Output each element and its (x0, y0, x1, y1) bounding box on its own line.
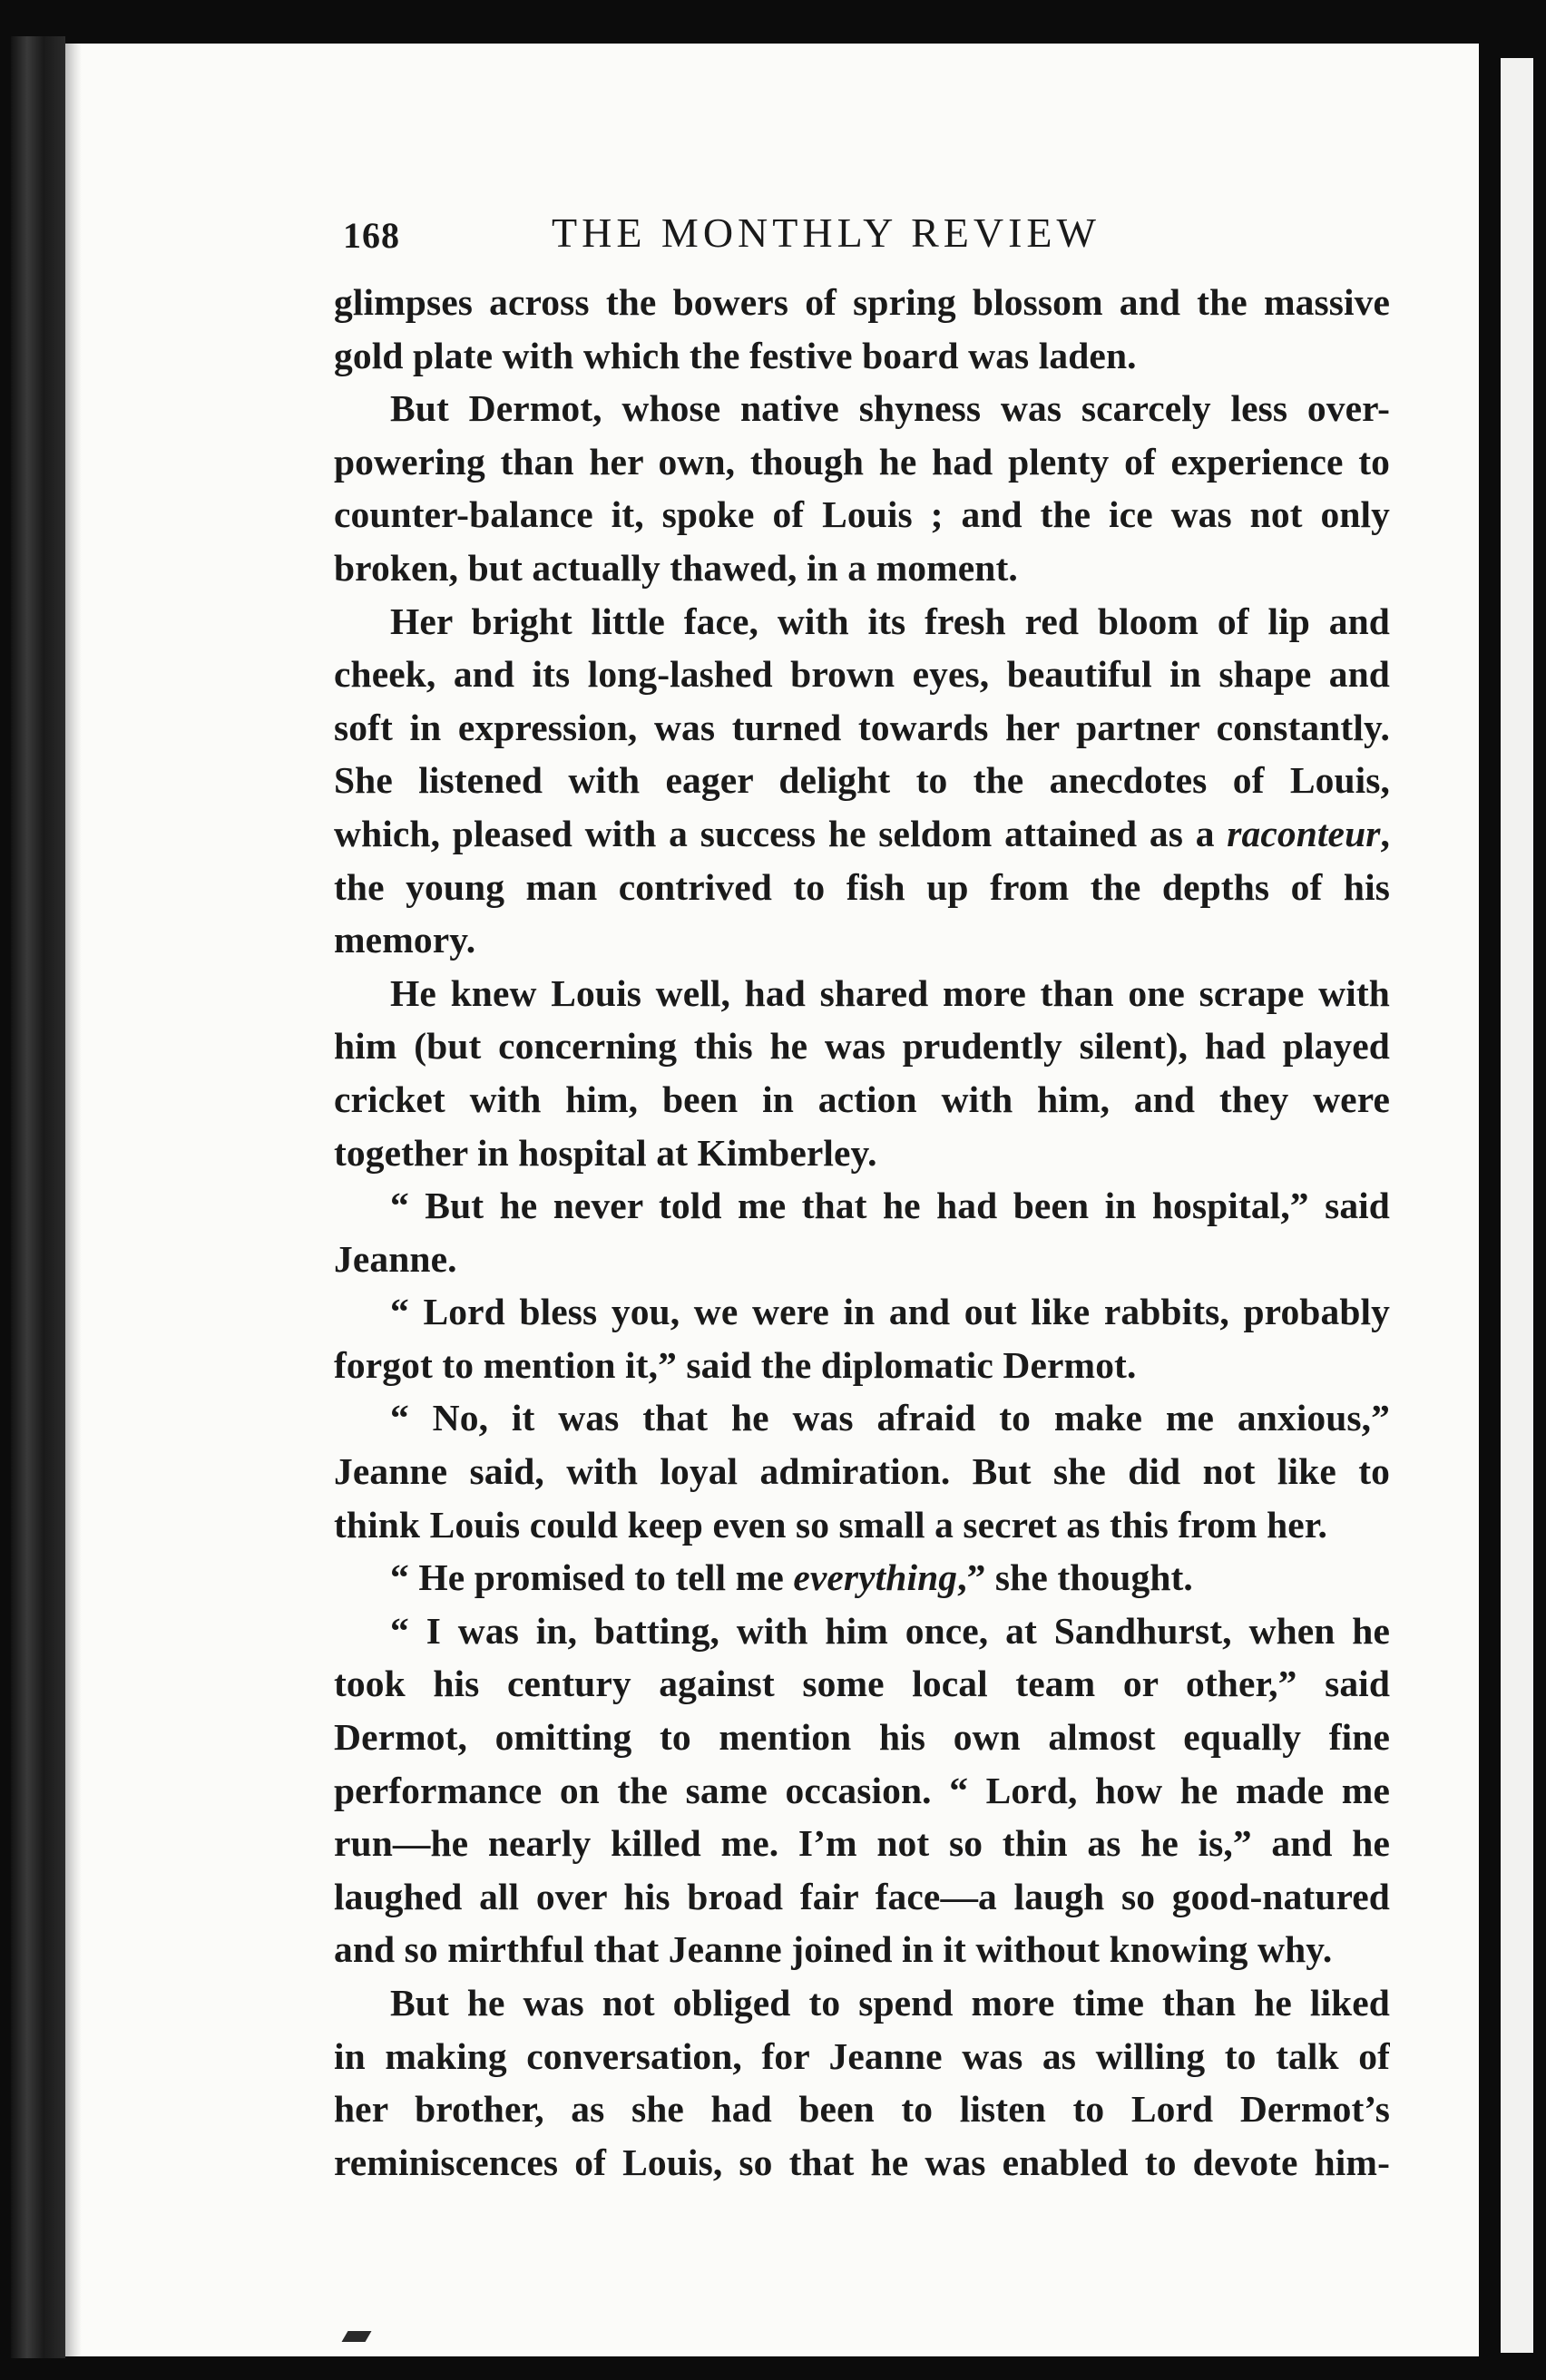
text-line: “ But he never told me that he had been in hospital,” said (390, 1185, 1390, 1227)
italic-word: everything (793, 1556, 958, 1599)
text-line: which, pleased with a success he seldom attained as a raconteur, (334, 812, 1390, 854)
text-line: think Louis could keep even so small a secret as this from her. (334, 1503, 1327, 1546)
book-binding-shadow (11, 36, 65, 2358)
page-text-block (261, 209, 1406, 2189)
page-edge-shadow (65, 44, 82, 2356)
italic-word: raconteur (1227, 812, 1381, 854)
text-line: together in hospital at Kimberley. (334, 1131, 877, 1174)
text-line: Jeanne. (334, 1237, 457, 1280)
text-line: memory. (334, 919, 476, 961)
page-number: 168 (343, 215, 400, 256)
body-text (261, 276, 1406, 2189)
text-line: her brother, as she had been to listen to Lord Dermot’s (334, 2088, 1390, 2131)
text-line: Her bright little face, with its fresh red bloom of lip and (390, 600, 1390, 642)
text-line: But he was not obliged to spend more time than he liked (390, 1982, 1390, 2024)
text-line: and so mirthful that Jeanne joined in it without knowing why. (334, 1928, 1333, 1971)
text-line: Dermot, omitting to mention his own almost equally fine (334, 1716, 1390, 1759)
text-line: took his century against some local team or other,” said (334, 1663, 1390, 1705)
text-line: laughed all over his broad fair face—a laugh so good-natured (334, 1875, 1390, 1917)
text-line: him (but concerning this he was prudently silent), had played (334, 1025, 1390, 1068)
text-line: cricket with him, been in action with him, and they were (334, 1078, 1390, 1120)
text-line: counter-balance it, spoke of Louis ; and the ice was not only (334, 493, 1390, 536)
text-line: cheek, and its long-lashed brown eyes, beautiful in shape and (334, 653, 1390, 696)
text-line: She listened with eager delight to the anecdotes of Louis, (334, 759, 1390, 802)
text-line: But Dermot, whose native shyness was scarcely less over- (390, 387, 1390, 430)
text-line: reminiscences of Louis, so that he was enabled to devote him- (334, 2141, 1390, 2183)
text-line: run—he nearly killed me. I’m not so thin as he is,” and he (334, 1822, 1390, 1865)
text-line: powering than her own, though he had plenty of experience to (334, 440, 1390, 483)
text-line: broken, but actually thawed, in a moment. (334, 546, 1018, 589)
text-line: performance on the same occasion. “ Lord, how he made me (334, 1769, 1390, 1811)
text-line: He knew Louis well, had shared more than one scrape with (390, 971, 1390, 1014)
text-line: “ I was in, batting, with him once, at Sandhurst, when he (390, 1609, 1390, 1652)
text-line: glimpses across the bowers of spring blossom and the massive (334, 281, 1390, 323)
text-line: gold plate with which the festive board was laden. (334, 334, 1137, 376)
text-line: forgot to mention it,” said the diplomatic Dermot. (334, 1343, 1137, 1386)
text-line: the young man contrived to fish up from the depths of his (334, 865, 1390, 908)
facing-page-shadow (1533, 58, 1546, 2353)
running-head (261, 209, 1406, 263)
running-title: THE MONTHLY REVIEW (552, 210, 1101, 256)
text-line: Jeanne said, with loyal admiration. But she did not like to (334, 1450, 1390, 1493)
text-line: “ He promised to tell me everything,” she thought. (390, 1556, 1193, 1599)
text-line: “ Lord bless you, we were in and out like rabbits, probably (390, 1291, 1390, 1333)
text-line: “ No, it was that he was afraid to make me anxious,” (390, 1397, 1390, 1439)
text-line: soft in expression, was turned towards her partner constantly. (334, 706, 1390, 748)
text-line: in making conversation, for Jeanne was as willing to talk of (334, 2034, 1390, 2077)
